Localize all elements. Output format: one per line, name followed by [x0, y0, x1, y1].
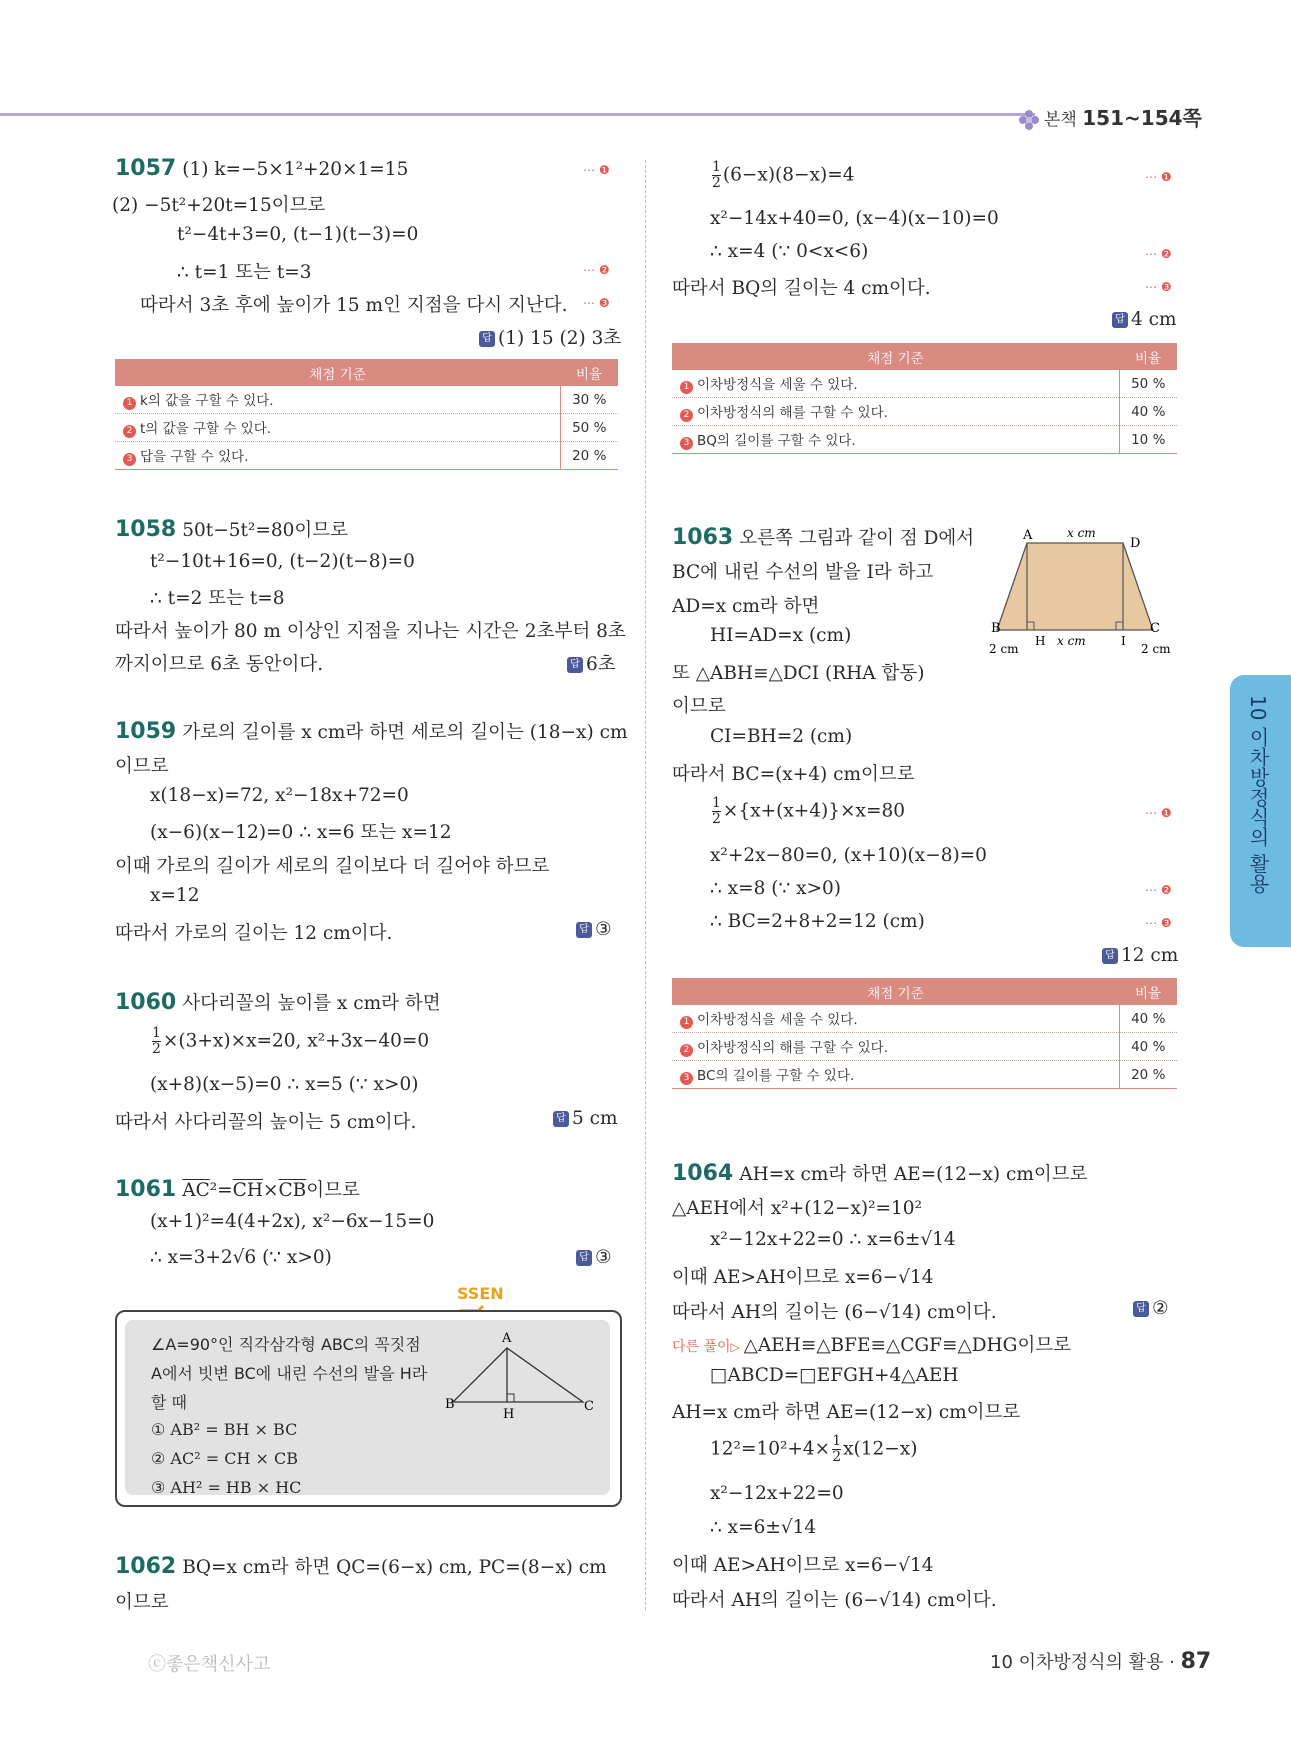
fig-label-b: B [991, 621, 1001, 636]
answer-text: (1) 15 (2) 3초 [498, 328, 622, 349]
problem-1059-line1 [115, 718, 628, 744]
label-h: H [503, 1407, 515, 1420]
answer-1058 [567, 650, 616, 676]
table-header: 채점 기준 [672, 978, 1119, 1005]
problem-1057-line3: t²−4t+3=0, (t−1)(t−3)=0 [177, 224, 419, 245]
circle-number: 2 [680, 409, 693, 422]
answer-text: 5 cm [572, 1108, 618, 1129]
problem-1057-line2: (2) −5t²+20t=15이므로 [112, 195, 326, 216]
answer-icon: 답 [576, 1250, 592, 1266]
problem-1062-line2: 이므로 [115, 1592, 169, 1613]
numerator: 1 [152, 1025, 161, 1041]
ssen-formula-1: ① AB² = BH × BC [151, 1420, 298, 1439]
problem-1057-line5: 따라서 3초 후에 높이가 15 m인 지점을 다시 지난다. [140, 295, 568, 316]
problem-1058-line5: 까지이므로 6초 동안이다. [115, 654, 324, 675]
fig-label-c: C [1150, 621, 1160, 636]
problem-1059-line5: 이때 가로의 길이가 세로의 길이보다 더 길어야 하므로 [115, 856, 550, 877]
chevron-right-icon: ▷ [730, 1340, 744, 1354]
circle-number: 2 [680, 1044, 693, 1057]
problem-1058-line4: 따라서 높이가 80 m 이상인 지점을 지나는 시간은 2초부터 8초 [115, 621, 626, 642]
circle-number: 2 [123, 425, 136, 438]
answer-icon: 답 [576, 922, 592, 938]
criterion: k의 값을 구할 수 있다. [140, 393, 274, 409]
problem-1064-line9 [710, 1434, 917, 1465]
problem-1062-line3 [710, 160, 854, 191]
table-header: 채점 기준 [115, 359, 560, 386]
text: ²= [209, 1180, 233, 1201]
step-marker: ⋯ ❷ [1145, 247, 1172, 261]
problem-1060-line1 [115, 989, 441, 1015]
problem-number: 1060 [115, 990, 177, 1015]
table-row [672, 1005, 1177, 1033]
ssen-box-inner [125, 1320, 610, 1495]
fraction [712, 796, 721, 827]
answer-1062 [1112, 309, 1177, 330]
denominator: 2 [712, 175, 721, 191]
problem-1062-line5: ∴ x=4 (∵ 0<x<6) [710, 241, 869, 262]
ssen-brand: SSEN [457, 1284, 504, 1303]
page-number: 87 [1180, 1649, 1212, 1674]
numerator: 1 [832, 1433, 842, 1449]
criterion: 답을 구할 수 있다. [140, 449, 249, 465]
ssen-formula-2: ② AC² = CH × CB [151, 1449, 298, 1468]
problem-number: 1064 [672, 1161, 734, 1186]
text: 사다리꼴의 높이를 x cm라 하면 [182, 993, 441, 1014]
answer-icon: 답 [1102, 948, 1118, 964]
problem-number: 1063 [672, 525, 734, 550]
fraction [152, 1026, 161, 1057]
criterion: 이차방정식의 해를 구할 수 있다. [697, 1040, 888, 1056]
answer-1059 [576, 919, 612, 940]
answer-icon: 답 [553, 1111, 569, 1127]
problem-1064-line13: 따라서 AH의 길이는 (6−√14) cm이다. [672, 1590, 997, 1611]
problem-1064-line11: ∴ x=6±√14 [710, 1517, 817, 1538]
denominator: 2 [152, 1041, 161, 1057]
problem-1060-line2 [150, 1026, 429, 1057]
criterion: BC의 길이를 구할 수 있다. [697, 1068, 855, 1084]
ssen-text-3: 할 때 [151, 1393, 187, 1412]
ssen-text-2: A에서 빗변 BC에 내린 수선의 발을 H라 [151, 1364, 428, 1383]
side-tab-label: 10 이차방정식의 활용 [1246, 695, 1270, 894]
circle-number: 3 [680, 1072, 693, 1085]
answer-icon: 답 [1112, 312, 1128, 328]
problem-1063-line7: CI=BH=2 (cm) [710, 726, 853, 747]
answer-text: ③ [595, 1247, 612, 1268]
criterion: t의 값을 구할 수 있다. [140, 421, 272, 437]
footer-chapter: 10 이차방정식의 활용 [990, 1652, 1164, 1673]
step-marker: ⋯ ❸ [1145, 280, 1172, 294]
circle-number: 3 [680, 437, 693, 450]
grading-table-1063 [672, 978, 1177, 1089]
segment: $\overline{CB}$ [278, 1180, 307, 1201]
problem-1058-line1 [115, 516, 348, 542]
answer-text: ② [1152, 1298, 1169, 1319]
table-row [672, 1033, 1177, 1061]
trapezoid-figure [985, 525, 1185, 660]
fraction [832, 1434, 841, 1465]
table-header: 비율 [1119, 343, 1177, 370]
ref-label: 본책 [1044, 110, 1077, 130]
text: ×{x+(x+4)}×x=80 [722, 800, 906, 822]
fig-label-right: 2 cm [1141, 642, 1171, 656]
rate: 50 % [1119, 370, 1177, 398]
text: AH=x cm라 하면 AE=(12−x) cm이므로 [739, 1164, 1088, 1185]
numerator: 1 [712, 795, 721, 811]
answer-icon: 답 [567, 657, 583, 673]
circle-number: 3 [123, 453, 136, 466]
problem-1064-line1 [672, 1160, 1088, 1186]
step-marker: ⋯ ❷ [1145, 883, 1172, 897]
circle-number: 1 [680, 381, 693, 394]
answer-text: 12 cm [1121, 945, 1179, 966]
text: 12²=10²+4× [710, 1438, 831, 1460]
problem-number: 1061 [115, 1177, 177, 1202]
answer-1064 [1133, 1298, 1169, 1319]
fig-label-top: x cm [1067, 526, 1096, 540]
problem-1064-line8: AH=x cm라 하면 AE=(12−x) cm이므로 [672, 1402, 1021, 1423]
problem-1059-line6: x=12 [150, 885, 200, 906]
rate: 10 % [1119, 426, 1177, 454]
answer-text: 6초 [586, 654, 616, 675]
text: × [262, 1180, 279, 1201]
text: △AEH≡△BFE≡△CGF≡△DHG이므로 [743, 1335, 1072, 1356]
table-row [672, 426, 1177, 454]
rate: 40 % [1119, 398, 1177, 426]
rate: 20 % [560, 442, 618, 470]
text: BQ=x cm라 하면 QC=(6−x) cm, PC=(8−x) cm [182, 1557, 607, 1578]
grading-table-1062 [672, 343, 1177, 454]
rate: 30 % [560, 386, 618, 414]
problem-1059-line7: 따라서 가로의 길이는 12 cm이다. [115, 923, 393, 944]
text: x(12−x) [843, 1438, 918, 1460]
grading-table-1057 [115, 359, 618, 470]
problem-1061-line1 [115, 1176, 360, 1202]
step-marker: ⋯ ❶ [1145, 170, 1172, 184]
problem-1063-line12: ∴ BC=2+8+2=12 (cm) [710, 911, 925, 932]
problem-1063-line9 [710, 796, 905, 827]
problem-1059-line3: x(18−x)=72, x²−18x+72=0 [150, 785, 409, 806]
step-marker: ⋯ ❶ [1145, 806, 1172, 820]
problem-number: 1057 [115, 156, 177, 181]
problem-number: 1062 [115, 1554, 177, 1579]
problem-1063-line10: x²+2x−80=0, (x+10)(x−8)=0 [710, 845, 987, 866]
problem-1064-line10: x²−12x+22=0 [710, 1483, 844, 1504]
problem-1063-line1 [672, 524, 974, 550]
text: (1) k=−5×1²+20×1=15 [182, 159, 409, 180]
problem-1059-line2: 이므로 [115, 756, 169, 777]
problem-1061-line2: (x+1)²=4(4+2x), x²−6x−15=0 [150, 1211, 435, 1232]
flower-icon [1018, 109, 1040, 131]
denominator: 2 [832, 1449, 842, 1465]
problem-1063-line3: AD=x cm라 하면 [672, 596, 820, 617]
fig-label-left: 2 cm [989, 642, 1019, 656]
ref-pages: 151~154쪽 [1082, 106, 1202, 130]
table-row [115, 414, 618, 442]
denominator: 2 [712, 811, 721, 827]
problem-1063-line11: ∴ x=8 (∵ x>0) [710, 878, 842, 899]
problem-1063-line5: 또 △ABH≡△DCI (RHA 합동) [672, 663, 925, 684]
problem-1061-line3: ∴ x=3+2√6 (∵ x>0) [150, 1247, 332, 1268]
problem-1062-line6: 따라서 BQ의 길이는 4 cm이다. [672, 278, 931, 299]
answer-text: ③ [595, 919, 612, 940]
answer-icon: 답 [479, 331, 495, 347]
criterion: 이차방정식을 세울 수 있다. [697, 377, 858, 393]
fig-label-i: I [1121, 634, 1126, 648]
rate: 40 % [1119, 1033, 1177, 1061]
problem-1063-line2: BC에 내린 수선의 발을 I라 하고 [672, 562, 934, 583]
fig-label-d: D [1130, 536, 1141, 551]
criterion: 이차방정식을 세울 수 있다. [697, 1012, 858, 1028]
alt-solution-tag: 다른 풀이 [672, 1339, 731, 1355]
page-footer: 10 이차방정식의 활용 · 87 [990, 1649, 1212, 1674]
ssen-text-1: ∠A=90°인 직각삼각형 ABC의 꼭짓점 [151, 1335, 421, 1354]
step-marker: ⋯ ❷ [583, 263, 610, 277]
problem-1063-line6: 이므로 [672, 696, 726, 717]
table-row [672, 398, 1177, 426]
criterion: 이차방정식의 해를 구할 수 있다. [697, 405, 888, 421]
problem-number: 1058 [115, 517, 177, 542]
text: 이므로 [306, 1180, 360, 1201]
label-b: B [445, 1397, 455, 1412]
table-row [672, 370, 1177, 398]
publisher-watermark: ⓒ좋은책신사고 [148, 1654, 271, 1675]
table-row [115, 386, 618, 414]
header-rule [0, 113, 1035, 116]
problem-1064-alt-line [672, 1331, 1071, 1357]
answer-1060 [553, 1108, 618, 1129]
page-reference [1018, 102, 1202, 131]
problem-1057-line1 [115, 156, 408, 181]
problem-1058-line2: t²−10t+16=0, (t−2)(t−8)=0 [150, 551, 415, 572]
circle-number: 1 [680, 1016, 693, 1029]
rate: 50 % [560, 414, 618, 442]
answer-1057 [479, 324, 621, 350]
problem-1060-line4: 따라서 사다리꼴의 높이는 5 cm이다. [115, 1112, 417, 1133]
problem-1063-line4: HI=AD=x (cm) [710, 625, 852, 646]
problem-1062-line1 [115, 1553, 607, 1579]
problem-1064-line7: □ABCD=□EFGH+4△AEH [710, 1365, 959, 1386]
ssen-supplement-box [115, 1310, 622, 1507]
step-marker: ⋯ ❸ [1145, 916, 1172, 930]
text: 오른쪽 그림과 같이 점 D에서 [739, 528, 975, 549]
table-header: 비율 [1119, 978, 1177, 1005]
problem-number: 1059 [115, 719, 177, 744]
problem-1064-line3: x²−12x+22=0 ∴ x=6±√14 [710, 1229, 956, 1250]
circle-number: 1 [123, 397, 136, 410]
table-row [672, 1061, 1177, 1089]
right-triangle-figure [445, 1330, 595, 1420]
rate: 20 % [1119, 1061, 1177, 1089]
problem-1064-line4: 이때 AE>AH이므로 x=6−√14 [672, 1267, 934, 1288]
table-row [115, 442, 618, 470]
problem-1057-line4: ∴ t=1 또는 t=3 [177, 262, 312, 283]
problem-1063-line8: 따라서 BC=(x+4) cm이므로 [672, 764, 915, 785]
problem-1062-line4: x²−14x+40=0, (x−4)(x−10)=0 [710, 208, 999, 229]
problem-1064-line2: △AEH에서 x²+(12−x)²=10² [672, 1198, 922, 1219]
label-c: C [584, 1399, 594, 1414]
answer-text: 4 cm [1131, 309, 1177, 330]
answer-1061 [576, 1247, 612, 1268]
problem-1064-line5: 따라서 AH의 길이는 (6−√14) cm이다. [672, 1302, 997, 1323]
label-a: A [502, 1331, 512, 1346]
fig-label-bottom: x cm [1057, 634, 1086, 648]
fig-label-h: H [1035, 634, 1046, 648]
answer-1063 [1102, 945, 1178, 966]
text: ×(3+x)×x=20, x²+3x−40=0 [162, 1030, 430, 1052]
numerator: 1 [712, 159, 721, 175]
text: (6−x)(8−x)=4 [722, 164, 855, 186]
text: 가로의 길이를 x cm라 하면 세로의 길이는 (18−x) cm [182, 722, 628, 743]
problem-1060-line3: (x+8)(x−5)=0 ∴ x=5 (∵ x>0) [150, 1074, 419, 1095]
segment: $\overline{AC}$ [182, 1180, 210, 1201]
problem-1058-line3: ∴ t=2 또는 t=8 [150, 588, 285, 609]
chapter-side-tab [1230, 675, 1291, 947]
step-marker: ⋯ ❸ [583, 296, 610, 310]
table-header: 비율 [560, 359, 618, 386]
segment: $\overline{CH}$ [232, 1180, 263, 1201]
fraction [712, 160, 721, 191]
text: 50t−5t²=80이므로 [182, 520, 348, 541]
rate: 40 % [1119, 1005, 1177, 1033]
problem-1059-line4: (x−6)(x−12)=0 ∴ x=6 또는 x=12 [150, 822, 452, 843]
criterion: BQ의 길이를 구할 수 있다. [697, 433, 856, 449]
answer-icon: 답 [1133, 1301, 1149, 1317]
problem-1064-line12: 이때 AE>AH이므로 x=6−√14 [672, 1555, 934, 1576]
column-divider [645, 160, 646, 1610]
ssen-formula-3: ③ AH² = HB × HC [151, 1478, 302, 1497]
fig-label-a: A [1023, 528, 1033, 543]
step-marker: ⋯ ❶ [583, 163, 610, 177]
table-header: 채점 기준 [672, 343, 1119, 370]
